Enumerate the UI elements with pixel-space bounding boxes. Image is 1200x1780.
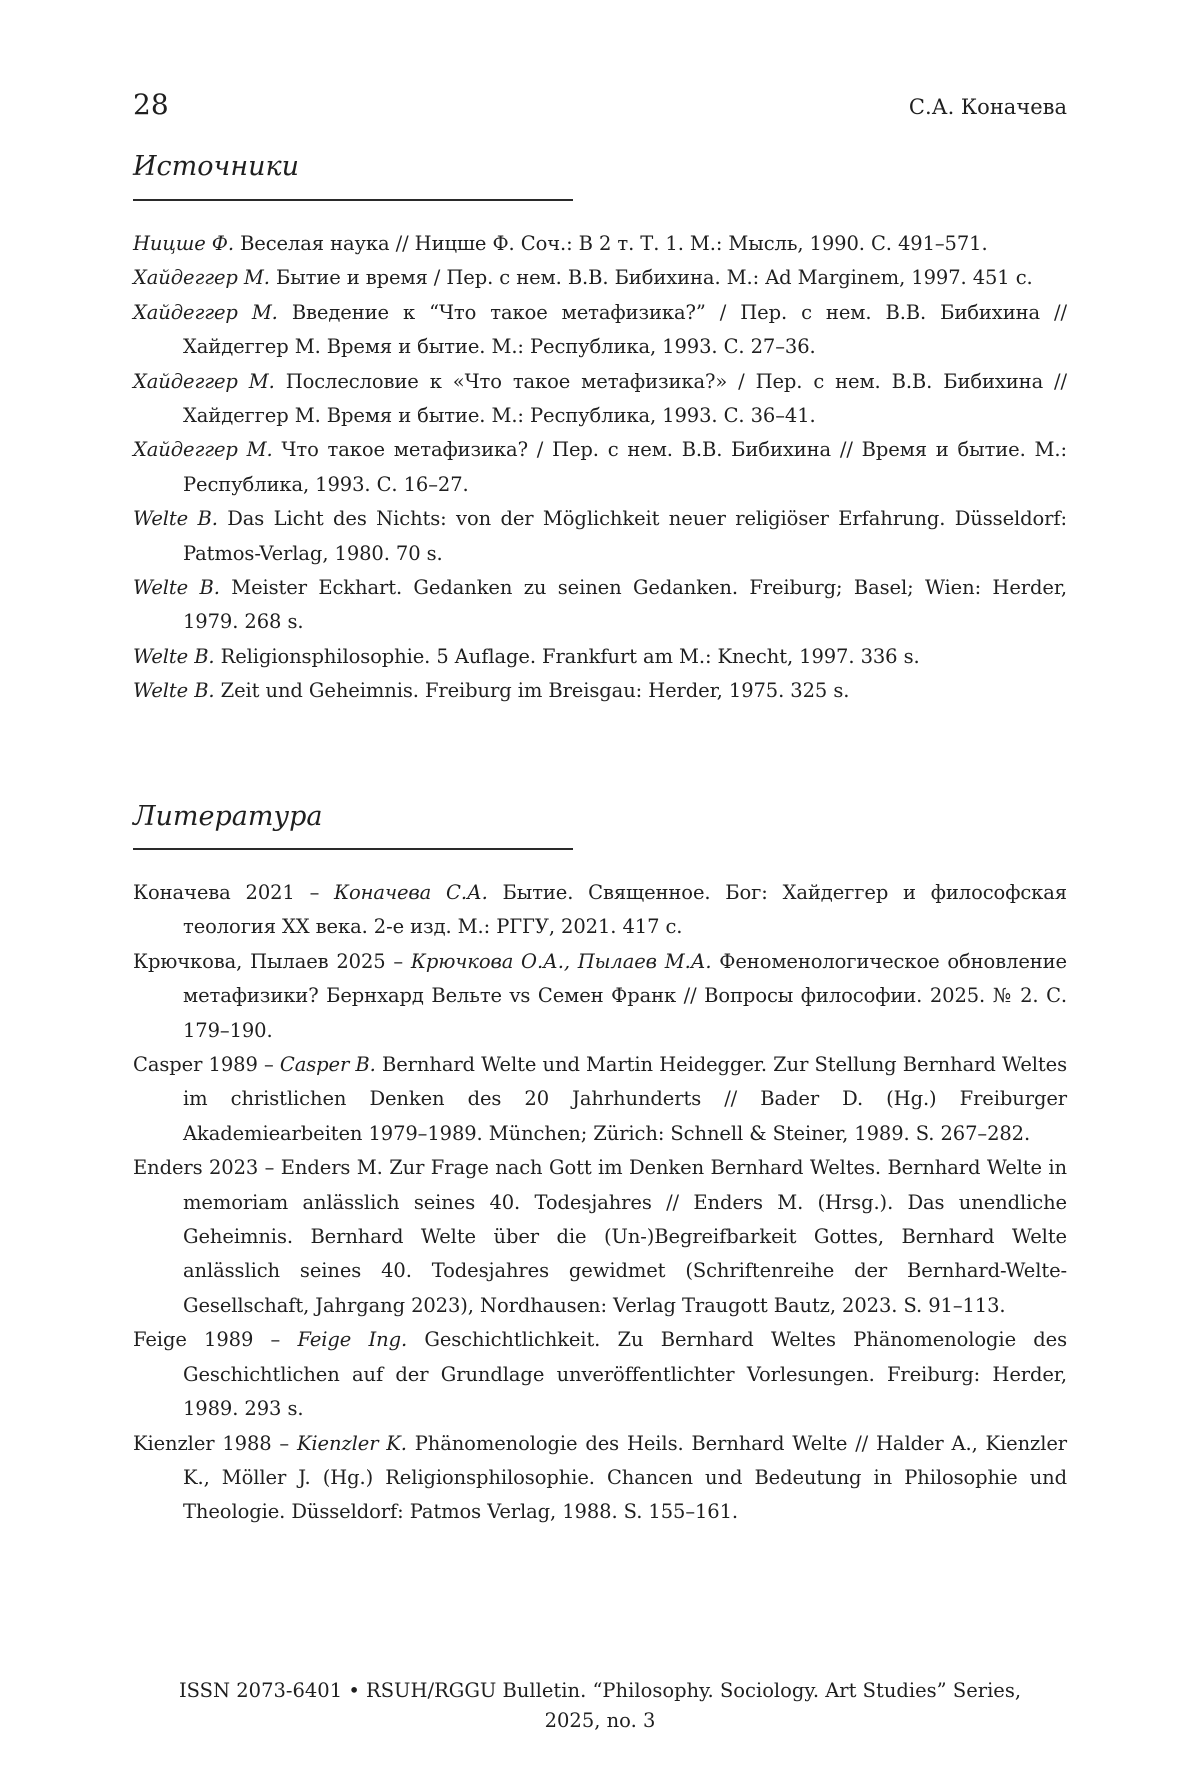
literature-entry: Крючкова, Пылаев 2025 – Крючкова О.А., Пылаев М.А. Феноменологическое обновление метафизики? Бернхард Вельте vs Семен Франк // Вопросы философии. 2025. № 2. С. 179–190. bbox=[133, 945, 1067, 1048]
source-entry: Хайдеггер М. Бытие и время / Пер. с нем. В.В. Бибихина. М.: Ad Marginem, 1997. 451 с. bbox=[133, 261, 1067, 295]
running-header bbox=[133, 88, 1067, 128]
literature-entry: Feige 1989 – Feige Ing. Geschichtlichkeit. Zu Bernhard Weltes Phänomenologie des Geschichtlichen auf der Grundlage unveröffentlichter Vorlesungen. Freiburg: Herder, 1989. 293 s. bbox=[133, 1323, 1067, 1426]
literature-entry: Casper 1989 – Casper B. Bernhard Welte und Martin Heidegger. Zur Stellung Bernhard Weltes im christlichen Denken des 20 Jahrhunderts // Bader D. (Hg.) Freiburger Akademiearbeiten 1979–1989. München; Zürich: Schnell & Steiner, 1989. S. 267–282. bbox=[133, 1048, 1067, 1151]
source-entry: Хайдеггер М. Послесловие к «Что такое метафизика?» / Пер. с нем. В.В. Бибихина // Хайдеггер М. Время и бытие. М.: Республика, 1993. С. 36–41. bbox=[133, 365, 1067, 434]
source-entry: Хайдеггер М. Что такое метафизика? / Пер. с нем. В.В. Бибихина // Время и бытие. М.: Республика, 1993. С. 16–27. bbox=[133, 433, 1067, 502]
literature-entry: Коначева 2021 – Коначева С.А. Бытие. Священное. Бог: Хайдеггер и философская теология XX века. 2-е изд. М.: РГГУ, 2021. 417 с. bbox=[133, 876, 1067, 945]
literature-entry: Enders 2023 – Enders M. Zur Frage nach Gott im Denken Bernhard Weltes. Bernhard Welte in memoriam anlässlich seines 40. Todesjahres // Enders M. (Hrsg.). Das unendliche Geheimnis. Bernhard Welte über die (Un-)Begreifbarkeit Gottes, Bernhard Welte anlässlich seines 40. Todesjahres gewidmet (Schriftenreihe der Bernhard-Welte-Gesellschaft, Jahrgang 2023), Nordhausen: Verlag Traugott Bautz, 2023. S. 91–113. bbox=[133, 1151, 1067, 1323]
page-number: 28 bbox=[133, 88, 169, 122]
literature-list bbox=[133, 876, 1067, 1530]
source-entry: Welte B. Religionsphilosophie. 5 Auflage. Frankfurt am M.: Knecht, 1997. 336 s. bbox=[133, 640, 1067, 674]
footer-line: ISSN 2073-6401 • RSUH/RGGU Bulletin. “Philosophy. Sociology. Art Studies” Series, bbox=[133, 1676, 1067, 1706]
source-entry: Welte B. Meister Eckhart. Gedanken zu seinen Gedanken. Freiburg; Basel; Wien: Herder, 1979. 268 s. bbox=[133, 571, 1067, 640]
source-entry: Welte B. Das Licht des Nichts: von der Möglichkeit neuer religiöser Erfahrung. Düsseldorf: Patmos-Verlag, 1980. 70 s. bbox=[133, 502, 1067, 571]
sources-heading-rule bbox=[133, 199, 573, 201]
journal-footer bbox=[133, 1676, 1067, 1736]
literature-entry: Kienzler 1988 – Kienzler K. Phänomenologie des Heils. Bernhard Welte // Halder A., Kienzler K., Möller J. (Hg.) Religionsphilosophie. Chancen und Bedeutung in Philosophie und Theologie. Düsseldorf: Patmos Verlag, 1988. S. 155–161. bbox=[133, 1427, 1067, 1530]
literature-heading-rule bbox=[133, 848, 573, 850]
source-entry: Хайдеггер М. Введение к “Что такое метафизика?” / Пер. с нем. В.В. Бибихина // Хайдеггер М. Время и бытие. М.: Республика, 1993. С. 27–36. bbox=[133, 296, 1067, 365]
sources-list bbox=[133, 227, 1067, 709]
footer-line: 2025, no. 3 bbox=[133, 1706, 1067, 1736]
literature-heading: Литература bbox=[133, 800, 323, 834]
running-author: С.А. Коначева bbox=[909, 93, 1067, 121]
document-page bbox=[133, 0, 1067, 1780]
source-entry: Ницше Ф. Веселая наука // Ницше Ф. Соч.: В 2 т. Т. 1. М.: Мысль, 1990. С. 491–571. bbox=[133, 227, 1067, 261]
source-entry: Welte B. Zeit und Geheimnis. Freiburg im Breisgau: Herder, 1975. 325 s. bbox=[133, 674, 1067, 708]
sources-heading: Источники bbox=[133, 150, 299, 184]
